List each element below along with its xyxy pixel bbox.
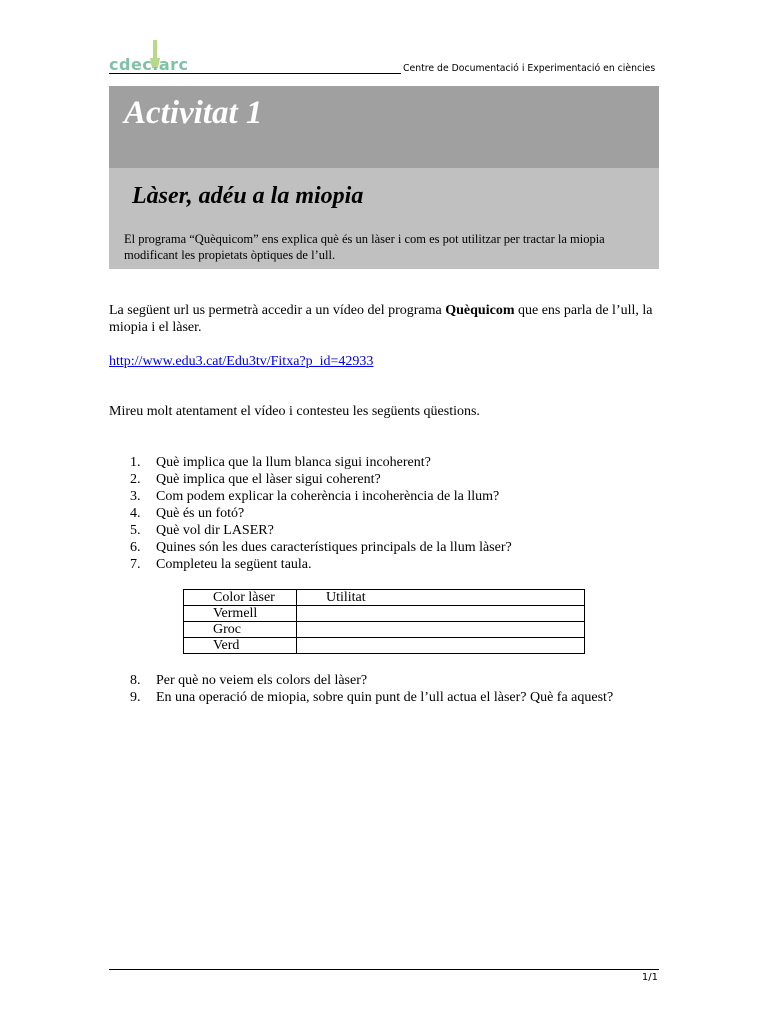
table-header-cell: Utilitat (297, 590, 585, 606)
subtitle-band (109, 168, 659, 269)
page-number: 1/1 (641, 972, 658, 983)
question-text: Com podem explicar la coherència i incoherència de la llum? (156, 489, 500, 504)
activity-summary: El programa “Quèquicom” ens explica què és un làser i com es pot utilitzar per tractar la miopia modificant les propietats òptiques de l’ull. (124, 232, 605, 262)
table-cell: Groc (184, 622, 297, 638)
question-text: Quines són les dues característiques principals de la llum làser? (156, 540, 512, 555)
table-cell: Verd (184, 638, 297, 654)
intro-program-name: Quèquicom (445, 303, 515, 318)
question-number: 3. (130, 489, 141, 504)
table-header-cell: Color làser (184, 590, 297, 606)
cdec-logo (109, 40, 219, 80)
question-text: Què vol dir LASER? (156, 523, 274, 538)
question-number: 6. (130, 540, 141, 555)
activity-subtitle: Làser, adéu a la miopia (132, 183, 364, 209)
footer-rule (109, 969, 659, 970)
page-header (109, 40, 659, 80)
table-row (184, 622, 585, 638)
question-item (109, 454, 659, 471)
question-number: 7. (130, 557, 141, 572)
question-item (109, 488, 659, 505)
question-text: Què és un fotó? (156, 506, 245, 521)
table-cell: Vermell (184, 606, 297, 622)
laser-color-table (183, 589, 585, 654)
question-text: Què implica que la llum blanca sigui incoherent? (156, 455, 431, 470)
question-text: Completeu la següent taula. (156, 557, 312, 572)
question-item (109, 672, 659, 689)
question-item (109, 471, 659, 488)
instruction-paragraph: Mireu molt atentament el vídeo i contesteu les següents qüestions. (109, 404, 480, 419)
table-cell-empty (297, 638, 585, 654)
question-item (109, 522, 659, 539)
question-number: 5. (130, 523, 141, 538)
table-cell-empty (297, 606, 585, 622)
question-number: 8. (130, 673, 141, 688)
question-number: 4. (130, 506, 141, 521)
question-item (109, 689, 659, 706)
question-number: 9. (130, 690, 141, 705)
center-name: Centre de Documentació i Experimentació en ciències (403, 63, 656, 74)
page-title: Activitat 1 (124, 95, 263, 131)
intro-paragraph (109, 302, 659, 336)
table-row (184, 638, 585, 654)
question-number: 1. (130, 455, 141, 470)
question-number: 2. (130, 472, 141, 487)
video-link[interactable]: http://www.edu3.cat/Edu3tv/Fitxa?p_id=42933 (109, 354, 374, 369)
title-band (109, 86, 659, 168)
table-cell-empty (297, 622, 585, 638)
header-rule (109, 73, 401, 74)
question-text: Per què no veiem els colors del làser? (156, 673, 368, 688)
video-link-paragraph (109, 353, 659, 370)
question-item (109, 539, 659, 556)
question-text: En una operació de miopia, sobre quin punt de l’ull actua el làser? Què fa aquest? (156, 690, 614, 705)
table-row (184, 606, 585, 622)
questions-list-continued (109, 672, 659, 706)
table-header-row (184, 590, 585, 606)
question-text: Què implica que el làser sigui coherent? (156, 472, 381, 487)
logo-text: cdec.arc (109, 55, 189, 74)
questions-list (109, 454, 659, 573)
intro-text-after: que ens parla de l’ull, la miopia i el làser. (109, 303, 653, 335)
question-item (109, 505, 659, 522)
intro-text-before: La següent url us permetrà accedir a un vídeo del programa (109, 303, 446, 318)
question-item (109, 556, 659, 573)
